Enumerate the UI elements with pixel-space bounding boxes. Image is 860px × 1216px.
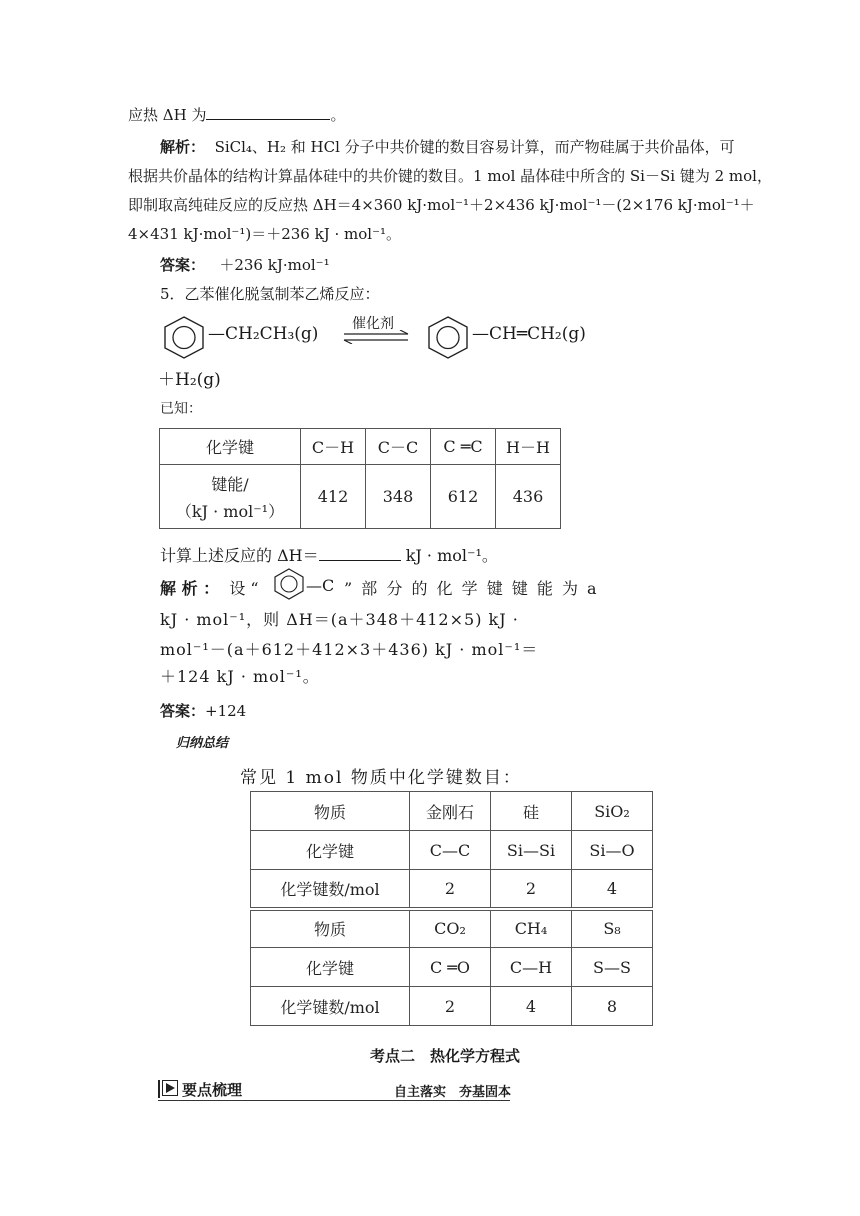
benzene-ring-icon: [272, 567, 306, 601]
table-header-cell: C ═C: [431, 429, 496, 465]
table-cell: 412: [301, 465, 366, 529]
table-cell: C—H: [491, 948, 572, 987]
table-cell: 4: [491, 987, 572, 1026]
table-header-cell: C－C: [366, 429, 431, 465]
table-cell: C—C: [410, 831, 491, 870]
table-header-cell: H－H: [496, 429, 561, 465]
table-cell: 612: [431, 465, 496, 529]
answer-value: +124: [205, 702, 247, 720]
banner-subtitle: 自主落实 夯基固本: [394, 1085, 512, 1100]
analysis-text: 设 “: [229, 579, 259, 598]
calc-text: 计算上述反应的 ΔH＝: [160, 546, 319, 565]
table-cell: SiO₂: [572, 792, 653, 831]
product-formula: —CH═CH₂(g): [472, 324, 586, 344]
analysis-2-line-1-end: ” 部 分 的 化 学 键 键 能 为 a: [344, 579, 599, 598]
calc-unit: kJ · mol⁻¹。: [405, 546, 498, 565]
table-cell: 硅: [491, 792, 572, 831]
table-cell: 4: [572, 870, 653, 909]
summary-intro: 常见 1 mol 物质中化学键数目：: [240, 768, 522, 788]
row-label-line: 键能/: [211, 474, 249, 494]
table-cell: 8: [572, 987, 653, 1026]
period: 。: [330, 106, 346, 124]
benzene-ring-icon: [160, 314, 208, 360]
table-cell: 348: [366, 465, 431, 529]
answer-blank: [206, 105, 330, 120]
analysis-2-line-1: [160, 576, 259, 599]
table-cell: Si—O: [572, 831, 653, 870]
table-cell: 2: [410, 870, 491, 909]
bond-count-table: [250, 791, 653, 1026]
table-row: [251, 948, 653, 987]
analysis-1-line-b: 根据共价晶体的结构计算晶体硅中的共价键的数目。1 mol 晶体硅中所含的 Si－Si 键为 2 mol，: [128, 167, 772, 185]
table-cell: 2: [491, 870, 572, 909]
table-cell: 化学键: [251, 948, 410, 987]
answer-blank: [319, 546, 401, 561]
table-row: [251, 909, 653, 948]
known-label: 已知：: [160, 401, 202, 417]
table-cell: 金刚石: [410, 792, 491, 831]
answer-1: [160, 254, 330, 275]
question-5-title: 5．乙苯催化脱氢制苯乙烯反应：: [160, 285, 380, 303]
analysis-1-line-a: [160, 136, 735, 157]
bond-energy-table: [159, 428, 561, 529]
table-row: [251, 987, 653, 1026]
table-cell: 436: [496, 465, 561, 529]
play-icon: [162, 1080, 178, 1096]
table-cell: 物质: [251, 909, 410, 948]
answer-2: [160, 700, 246, 721]
table-row: [160, 429, 561, 465]
table-row: [251, 792, 653, 831]
table-cell: Si—Si: [491, 831, 572, 870]
analysis-2-line-4: ＋124 kJ · mol⁻¹。: [160, 667, 320, 686]
answer-label: 答案：: [160, 256, 206, 274]
table-cell: 物质: [251, 792, 410, 831]
table-header-cell: 化学键: [160, 429, 301, 465]
analysis-text: SiCl₄、H₂ 和 HCl 分子中共价键的数目容易计算，而产物硅属于共价晶体，可: [214, 138, 735, 156]
table-cell: C ═O: [410, 948, 491, 987]
analysis-label: 解析：: [160, 138, 206, 156]
table-row: [251, 870, 653, 909]
answer-value: ＋236 kJ·mol⁻¹: [219, 256, 330, 274]
banner-label: 要点梳理: [182, 1081, 243, 1099]
table-row: [251, 831, 653, 870]
table-cell: S—S: [572, 948, 653, 987]
reactant-formula: —CH₂CH₃(g): [208, 324, 319, 344]
table-cell: 化学键数/mol: [251, 987, 410, 1026]
section-title: 考点二 热化学方程式: [370, 1047, 521, 1065]
table-cell: 2: [410, 987, 491, 1026]
table-row-label: [160, 465, 301, 529]
equilibrium-arrow-icon: [342, 330, 410, 344]
table-cell: CO₂: [410, 909, 491, 948]
analysis-2-line-3: mol⁻¹－(a＋612＋412×3＋436) kJ · mol⁻¹＝: [160, 640, 539, 659]
answer-blank-line: [128, 104, 345, 125]
analysis-label: 解 析 ：: [160, 579, 220, 598]
analysis-1-line-d: 4×431 kJ·mol⁻¹)＝＋236 kJ · mol⁻¹。: [128, 225, 402, 243]
row-label-line: （kJ · mol⁻¹）: [175, 501, 285, 521]
answer-label: 答案：: [160, 702, 206, 720]
question-text: 应热 ΔH 为: [128, 106, 207, 124]
table-row: [160, 465, 561, 529]
summary-heading: 归纳总结: [176, 736, 229, 751]
benzene-ring-icon: [424, 314, 472, 360]
banner-bar: [158, 1080, 160, 1098]
analysis-2-fragment: —C: [306, 576, 335, 595]
table-cell: 化学键数/mol: [251, 870, 410, 909]
table-cell: S₈: [572, 909, 653, 948]
analysis-2-line-2: kJ · mol⁻¹，则 ΔH＝(a＋348＋412×5) kJ ·: [160, 610, 519, 629]
hydrogen-product: ＋H₂(g): [158, 370, 221, 390]
calculate-line: [160, 543, 498, 566]
table-cell: 化学键: [251, 831, 410, 870]
table-cell: CH₄: [491, 909, 572, 948]
section-banner: [158, 1078, 510, 1101]
analysis-1-line-c: 即制取高纯硅反应的反应热 ΔH＝4×360 kJ·mol⁻¹＋2×436 kJ·mol⁻¹－(2×176 kJ·mol⁻¹＋: [128, 196, 755, 214]
table-header-cell: C－H: [301, 429, 366, 465]
catalyst-label: 催化剂: [352, 316, 394, 332]
